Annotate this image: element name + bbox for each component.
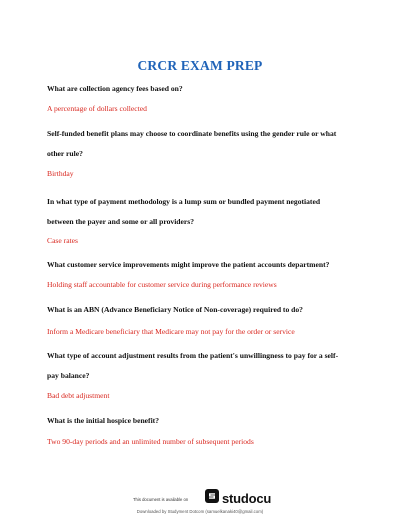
qa-item — [47, 79, 367, 99]
qa-answer — [47, 326, 367, 338]
studocu-brand-name: studocu — [222, 491, 272, 506]
answer-text: Case rates — [47, 236, 78, 245]
studocu-link[interactable] — [205, 489, 271, 508]
qa-answer — [47, 436, 367, 448]
document-title: CRCR EXAM PREP — [137, 58, 263, 73]
qa-answer — [47, 103, 367, 115]
question-text: What are collection agency fees based on? — [47, 84, 183, 93]
qa-answer — [47, 390, 367, 402]
question-text-line-2: between the payer and some or all providers? — [47, 217, 195, 226]
qa-item — [47, 255, 367, 275]
qa-item — [47, 124, 367, 164]
question-text-line-1: What type of account adjustment results from the patient's unwillingness to pay for a self- — [47, 351, 339, 360]
qa-item — [47, 346, 367, 386]
qa-item — [47, 192, 367, 232]
qa-item — [47, 411, 367, 431]
question-text-line-2: pay balance? — [47, 371, 90, 380]
question-text: What is an ABN (Advance Beneficiary Notice of Non-coverage) required to do? — [47, 305, 303, 314]
answer-text: A percentage of dollars collected — [47, 104, 147, 113]
question-text: What is the initial hospice benefit? — [47, 416, 160, 425]
answer-text: Two 90-day periods and an unlimited number of subsequent periods — [47, 437, 254, 446]
question-text: What customer service improvements might improve the patient accounts department? — [47, 260, 330, 269]
question-text-line-2: other rule? — [47, 149, 83, 158]
answer-text: Inform a Medicare beneficiary that Medicare may not pay for the order or service — [47, 327, 295, 336]
answer-text: Birthday — [47, 169, 74, 178]
answer-text: Holding staff accountable for customer service during performance reviews — [47, 280, 277, 289]
document-footer — [0, 487, 400, 517]
qa-item — [47, 300, 367, 320]
studocu-logo-icon — [205, 489, 219, 508]
qa-answer — [47, 168, 367, 180]
qa-answer — [47, 279, 367, 291]
answer-text: Bad debt adjustment — [47, 391, 110, 400]
qa-answer — [47, 235, 367, 247]
question-text-line-1: In what type of payment methodology is a lump sum or bundled payment negotiated — [47, 197, 321, 206]
downloaded-by-text: Downloaded by Studyment Dotcom (samuelkanaki40@gmail.com) — [136, 509, 264, 514]
question-text-line-1: Self-funded benefit plans may choose to coordinate benefits using the gender rule or what — [47, 129, 337, 138]
available-on-text: This document is available on — [133, 497, 189, 502]
